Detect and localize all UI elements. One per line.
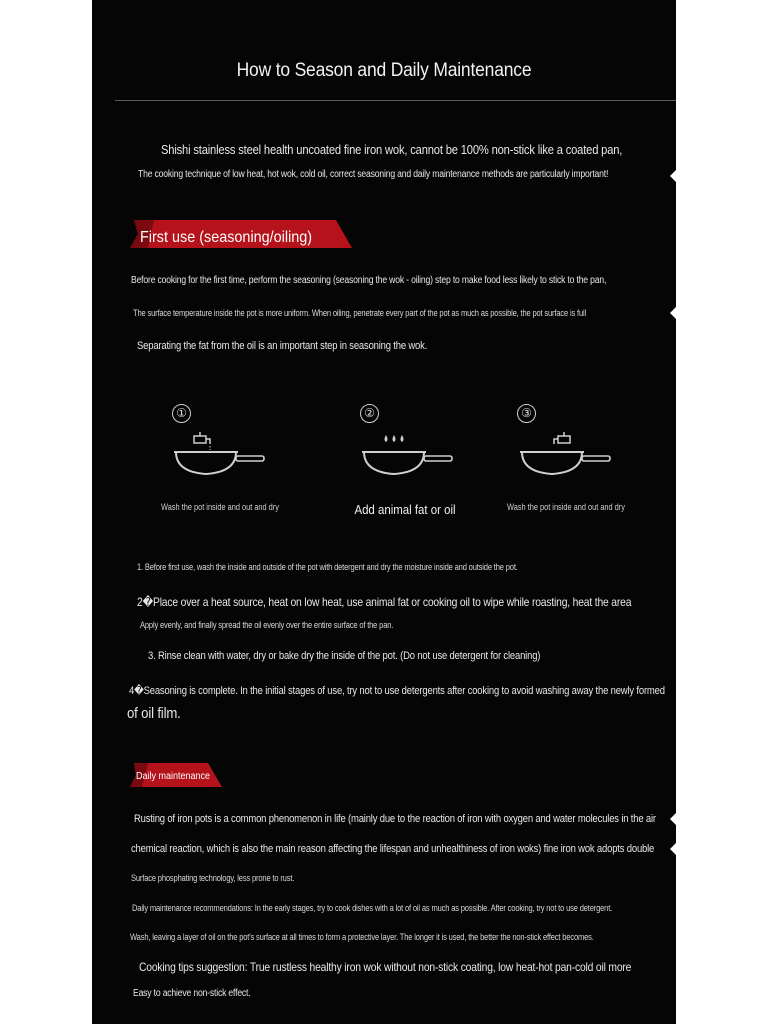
page-title: How to Season and Daily Maintenance: [236, 60, 532, 81]
maintenance-para-4: Daily maintenance recommendations: In the early stages, try to cook dishes with a lot of oil as much as possible. After cooking, try not to use detergent.: [132, 903, 613, 913]
section1-para-2: The surface temperature inside the pot is more uniform. When oiling, penetrate every part of the pot as much as possible, the pot surface is full: [133, 308, 587, 318]
instruction-1: 1. Before first use, wash the inside and outside of the pot with detergent and dry the moisture inside and outside the pot.: [137, 562, 518, 572]
maintenance-para-5: Wash, leaving a layer of oil on the pot's surface at all times to form a protective layer. The longer it is used, the better the non-stick effect becomes.: [130, 932, 594, 942]
instruction-4: 4�Seasoning is complete. In the initial stages of use, try not to use detergents after cooking to avoid washing away the newly formed: [129, 685, 665, 697]
step-number-1: ①: [172, 404, 191, 423]
maintenance-para-2: chemical reaction, which is also the main reason affecting the lifespan and unhealthiness of iron woks) fine iron wok adopts double: [131, 843, 655, 855]
title-divider: [115, 100, 676, 101]
instruction-4-continued: of oil film.: [127, 705, 181, 722]
instruction-2-continued: Apply evenly, and finally spread the oil evenly over the entire surface of the pan.: [140, 620, 394, 630]
maintenance-para-6: Cooking tips suggestion: True rustless healthy iron wok without non-stick coating, low heat-hot pan-cold oil more: [139, 960, 632, 974]
section-heading-first-use: First use (seasoning/oiling): [140, 229, 313, 246]
maintenance-para-7: Easy to achieve non-stick effect.: [133, 988, 251, 999]
edge-notch: [670, 843, 676, 855]
step-caption-2: Add animal fat or oil: [354, 502, 456, 517]
section1-para-1: Before cooking for the first time, perform the seasoning (seasoning the wok - oiling) step to make food less likely to stick to the pan,: [131, 275, 607, 286]
wok-with-faucet-icon: [172, 430, 272, 482]
wok-with-faucet-icon: [518, 430, 618, 482]
edge-notch: [670, 307, 676, 319]
step-number-2: ②: [360, 404, 379, 423]
step-caption-1: Wash the pot inside and out and dry: [161, 502, 279, 512]
maintenance-para-3: Surface phosphating technology, less prone to rust.: [131, 873, 295, 883]
maintenance-para-1: Rusting of iron pots is a common phenomenon in life (mainly due to the reaction of iron with oxygen and water molecules in the air: [134, 813, 656, 825]
step-number-3: ③: [517, 404, 536, 423]
intro-line-2: The cooking technique of low heat, hot wok, cold oil, correct seasoning and daily maintenance methods are particularly important!: [138, 169, 609, 180]
edge-notch: [670, 170, 676, 182]
section1-para-3: Separating the fat from the oil is an important step in seasoning the wok.: [137, 340, 428, 352]
section-heading-daily-maintenance: Daily maintenance: [136, 771, 211, 782]
document-panel: [92, 0, 676, 1024]
instruction-2: 2�Place over a heat source, heat on low heat, use animal fat or cooking oil to wipe while roasting, heat the area: [137, 595, 632, 609]
intro-line-1: Shishi stainless steel health uncoated fine iron wok, cannot be 100% non-stick like a coated pan,: [161, 142, 623, 157]
instruction-3: 3. Rinse clean with water, dry or bake dry the inside of the pot. (Do not use detergent for cleaning): [148, 650, 541, 662]
step-caption-3: Wash the pot inside and out and dry: [507, 502, 625, 512]
wok-with-oil-drops-icon: [360, 430, 460, 482]
edge-notch: [670, 813, 676, 825]
